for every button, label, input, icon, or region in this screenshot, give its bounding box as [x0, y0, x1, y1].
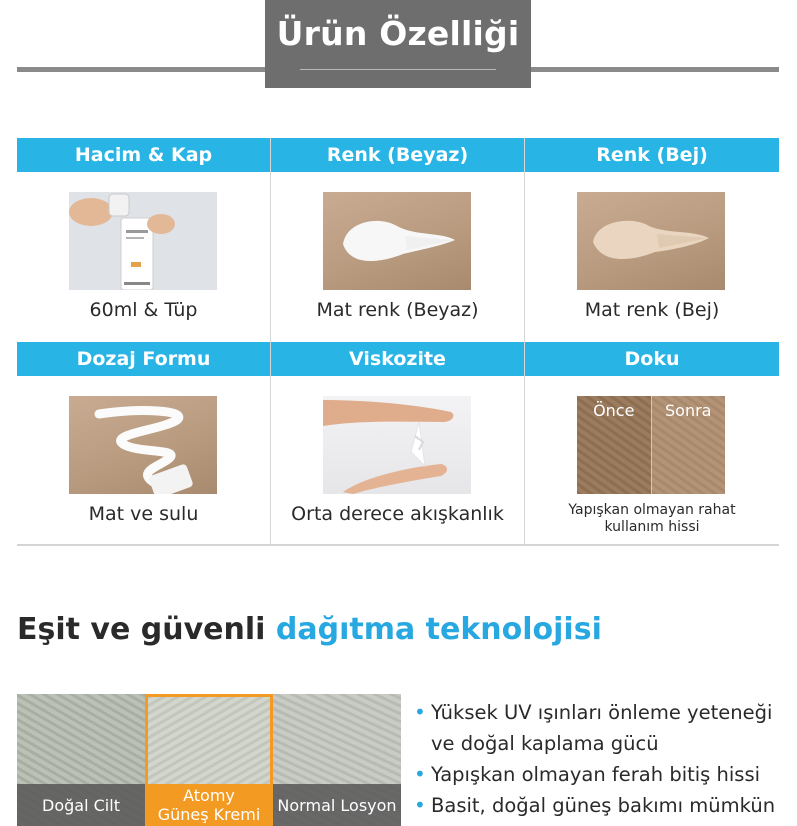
feature-heading-color-white: Renk (Beyaz)	[271, 138, 525, 172]
comparison-label-atomy-line1: Atomy	[183, 786, 235, 805]
benefit-list	[414, 697, 794, 821]
texture-after-label: Sonra	[665, 401, 712, 420]
feature-cell-viscosity	[271, 376, 525, 546]
comparison-label-atomy	[145, 784, 273, 826]
texture-before-label: Önce	[593, 401, 635, 420]
fingers-viscosity-photo	[323, 396, 471, 494]
tube-bottle-photo	[69, 192, 217, 290]
texture-before-half	[577, 396, 651, 494]
comparison-natural-skin	[17, 694, 145, 826]
feature-caption-color-beige: Mat renk (Bej)	[584, 299, 720, 321]
feature-heading-texture: Doku	[525, 342, 779, 376]
comparison-label-natural: Doğal Cilt	[17, 784, 145, 826]
benefit-item: • Yüksek UV ışınları önleme yeteneği ve doğal kaplama gücü	[414, 697, 794, 759]
comparison-label-atomy-line2: Güneş Kremi	[157, 805, 261, 824]
feature-grid	[17, 138, 779, 546]
section-title-accent: dağıtma teknolojisi	[275, 612, 602, 647]
feature-cell-texture	[525, 376, 779, 546]
title-underline	[300, 69, 496, 70]
skin-comparison-strip	[17, 694, 401, 826]
feature-cell-dosage	[17, 376, 271, 546]
feature-caption-viscosity: Orta derece akışkanlık	[291, 503, 504, 525]
feature-heading-dosage: Dozaj Formu	[17, 342, 271, 376]
beige-swatch-photo	[577, 192, 725, 290]
benefit-item: • Yapışkan olmayan ferah bitiş hissi	[414, 759, 794, 790]
feature-row-1-bodies	[17, 172, 779, 342]
comparison-label-lotion: Normal Losyon	[273, 784, 401, 826]
page-title: Ürün Özelliği	[276, 14, 520, 53]
feature-caption-texture: Yapışkan olmayan rahat kullanım hissi	[568, 502, 736, 535]
section-title	[17, 612, 602, 647]
benefit-item: • Basit, doğal güneş bakımı mümkün	[414, 790, 794, 821]
feature-caption-color-white: Mat renk (Beyaz)	[316, 299, 479, 321]
feature-caption-volume: 60ml & Tüp	[89, 299, 198, 321]
texture-after-half	[651, 396, 726, 494]
comparison-atomy-sunscreen	[145, 694, 273, 826]
section-title-plain: Eşit ve güvenli	[17, 612, 276, 647]
feature-caption-dosage: Mat ve sulu	[88, 503, 199, 525]
comparison-normal-lotion	[273, 694, 401, 826]
texture-before-after-photo	[577, 396, 725, 494]
feature-row-1-headings	[17, 138, 779, 172]
white-swatch-photo	[323, 192, 471, 290]
feature-cell-color-white	[271, 172, 525, 342]
feature-heading-volume: Hacim & Kap	[17, 138, 271, 172]
feature-cell-color-beige	[525, 172, 779, 342]
feature-heading-color-beige: Renk (Bej)	[525, 138, 779, 172]
feature-row-2-bodies	[17, 376, 779, 546]
feature-row-2-headings	[17, 342, 779, 376]
feature-heading-viscosity: Viskozite	[271, 342, 525, 376]
header-title-box	[265, 0, 531, 88]
feature-cell-volume	[17, 172, 271, 342]
zigzag-cream-photo	[69, 396, 217, 494]
